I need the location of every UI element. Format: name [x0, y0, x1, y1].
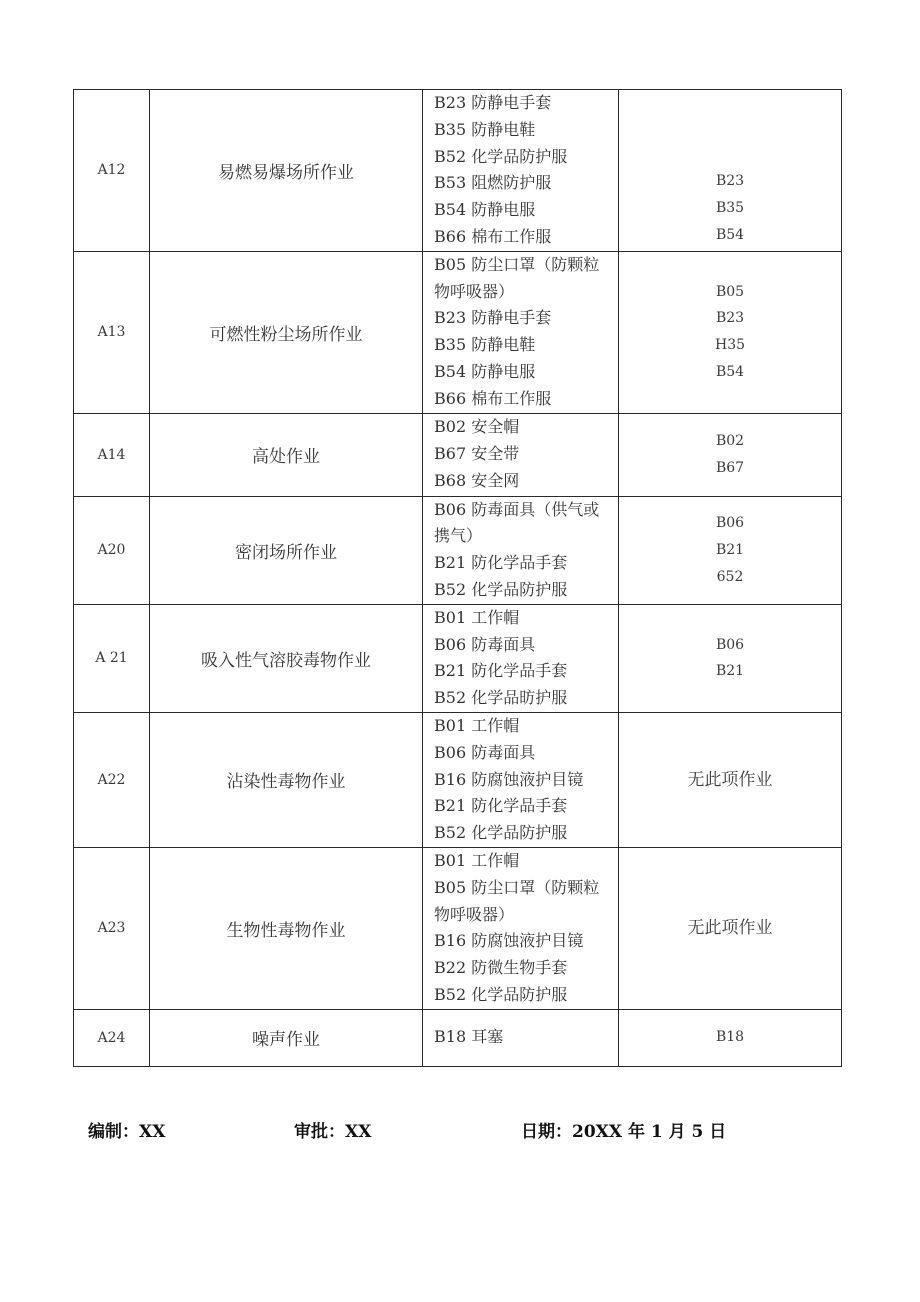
- job-code-cell: A14: [74, 413, 150, 496]
- required-ppe-item: B06 防毒面具: [434, 742, 536, 762]
- required-ppe-item: B67 安全带: [434, 444, 520, 464]
- configured-ppe-item: 无此项作业: [687, 769, 773, 790]
- configured-ppe-item: B54: [715, 226, 745, 243]
- required-ppe-item: B05 防尘口罩（防颗粒: [434, 254, 600, 274]
- job-name-cell: 易燃易爆场所作业: [150, 90, 423, 252]
- date-value: 20XX 年 1 月 5 日: [572, 1122, 727, 1142]
- document-date: [521, 1117, 726, 1142]
- required-ppe-item: B52 化学品防护服: [434, 146, 568, 166]
- required-ppe-item: B02 安全帽: [434, 417, 520, 437]
- required-ppe-cell: [423, 604, 619, 712]
- required-ppe-item: B21 防化学品手套: [434, 796, 568, 816]
- job-name-cell: 噪声作业: [150, 1009, 423, 1066]
- configured-ppe-cell: [619, 496, 842, 604]
- required-ppe-item: B01 工作帽: [434, 607, 520, 627]
- configured-ppe-item: B06: [715, 514, 745, 531]
- required-ppe-item: B01 工作帽: [434, 715, 520, 735]
- required-ppe-item: B52 化学品防护服: [434, 984, 568, 1004]
- job-name-cell: 高处作业: [150, 413, 423, 496]
- required-ppe-item: B22 防微生物手套: [434, 958, 568, 978]
- required-ppe-item: B23 防静电手套: [434, 308, 552, 328]
- date-label: 日期：: [521, 1122, 572, 1142]
- configured-ppe-cell: [619, 251, 842, 413]
- required-ppe-item: B18 耳塞: [434, 1027, 504, 1047]
- configured-ppe-cell: [619, 847, 842, 1009]
- configured-ppe-item: B23: [715, 173, 745, 190]
- approved-by-value: XX: [345, 1122, 372, 1142]
- compiled-by-label: 编制：: [88, 1122, 139, 1142]
- configured-ppe-item: 652: [716, 568, 744, 585]
- required-ppe-cell: [423, 90, 619, 252]
- table-row: [74, 1009, 842, 1066]
- configured-ppe-cell: [619, 413, 842, 496]
- job-name-cell: 吸入性气溶胶毒物作业: [150, 604, 423, 712]
- configured-ppe-item: B54: [715, 363, 745, 380]
- required-ppe-item: B35 防静电鞋: [434, 335, 536, 355]
- required-ppe-item: B21 防化学品手套: [434, 553, 568, 573]
- required-ppe-item: B21 防化学品手套: [434, 661, 568, 681]
- required-ppe-cell: [423, 496, 619, 604]
- required-ppe-cell: [423, 847, 619, 1009]
- required-ppe-item: B52 化学品昉护服: [434, 688, 568, 708]
- configured-ppe-item: H35: [714, 337, 746, 354]
- job-code-cell: A22: [74, 712, 150, 847]
- configured-ppe-item: 无此项作业: [687, 917, 773, 938]
- required-ppe-cell: [423, 413, 619, 496]
- configured-ppe-cell: [619, 712, 842, 847]
- approved-by: [294, 1117, 371, 1142]
- configured-ppe-item: B21: [715, 663, 745, 680]
- required-ppe-item: B54 防静电服: [434, 361, 536, 381]
- compiled-by: [88, 1117, 165, 1142]
- required-ppe-item: B01 工作帽: [434, 850, 520, 870]
- required-ppe-item: B68 安全网: [434, 470, 520, 490]
- table-row: [74, 90, 842, 252]
- configured-ppe-cell: [619, 90, 842, 252]
- ppe-table: [73, 89, 842, 1067]
- required-ppe-item: B66 棉布工作服: [434, 226, 552, 246]
- table-row: [74, 413, 842, 496]
- table-row: [74, 251, 842, 413]
- configured-ppe-item: B23: [715, 310, 745, 327]
- required-ppe-item: B16 防腐蚀液护目镜: [434, 769, 584, 789]
- required-ppe-item: 物呼吸器）: [434, 904, 515, 924]
- job-code-cell: A20: [74, 496, 150, 604]
- job-name-cell: 可燃性粉尘场所作业: [150, 251, 423, 413]
- required-ppe-cell: [423, 251, 619, 413]
- required-ppe-item: B53 阻燃防护服: [434, 173, 552, 193]
- approved-by-label: 审批：: [294, 1122, 345, 1142]
- job-name-cell: 密闭场所作业: [150, 496, 423, 604]
- configured-ppe-cell: [619, 1009, 842, 1066]
- configured-ppe-cell: [619, 604, 842, 712]
- required-ppe-cell: [423, 712, 619, 847]
- required-ppe-item: B06 防毒面具: [434, 634, 536, 654]
- required-ppe-item: 物呼吸器）: [434, 281, 515, 301]
- required-ppe-item: B23 防静电手套: [434, 93, 552, 112]
- required-ppe-item: B16 防腐蚀液护目镜: [434, 931, 584, 951]
- job-code-cell: A23: [74, 847, 150, 1009]
- configured-ppe-item: B21: [715, 541, 745, 558]
- job-code-cell: A24: [74, 1009, 150, 1066]
- required-ppe-item: B66 棉布工作服: [434, 388, 552, 408]
- table-row: [74, 847, 842, 1009]
- configured-ppe-item: B35: [715, 200, 745, 217]
- job-name-cell: 生物性毒物作业: [150, 847, 423, 1009]
- job-code-cell: A13: [74, 251, 150, 413]
- table-row: [74, 712, 842, 847]
- table-row: [74, 604, 842, 712]
- configured-ppe-item: B18: [715, 1029, 745, 1046]
- configured-ppe-item: B05: [715, 283, 745, 300]
- required-ppe-cell: [423, 1009, 619, 1066]
- configured-ppe-item: B06: [715, 636, 745, 653]
- configured-ppe-item: B02: [715, 432, 745, 449]
- required-ppe-item: B06 防毒面具（供气或: [434, 499, 600, 519]
- required-ppe-item: B52 化学品防护服: [434, 823, 568, 843]
- configured-ppe-item: B67: [715, 459, 745, 476]
- required-ppe-item: 携气）: [434, 526, 483, 546]
- job-code-cell: A 21: [74, 604, 150, 712]
- job-name-cell: 沾染性毒物作业: [150, 712, 423, 847]
- required-ppe-item: B52 化学品防护服: [434, 579, 568, 599]
- required-ppe-item: B05 防尘口罩（防颗粒: [434, 877, 600, 897]
- required-ppe-item: B54 防静电服: [434, 200, 536, 220]
- compiled-by-value: XX: [139, 1122, 166, 1142]
- required-ppe-item: B35 防静电鞋: [434, 119, 536, 139]
- job-code-cell: A12: [74, 90, 150, 252]
- table-row: [74, 496, 842, 604]
